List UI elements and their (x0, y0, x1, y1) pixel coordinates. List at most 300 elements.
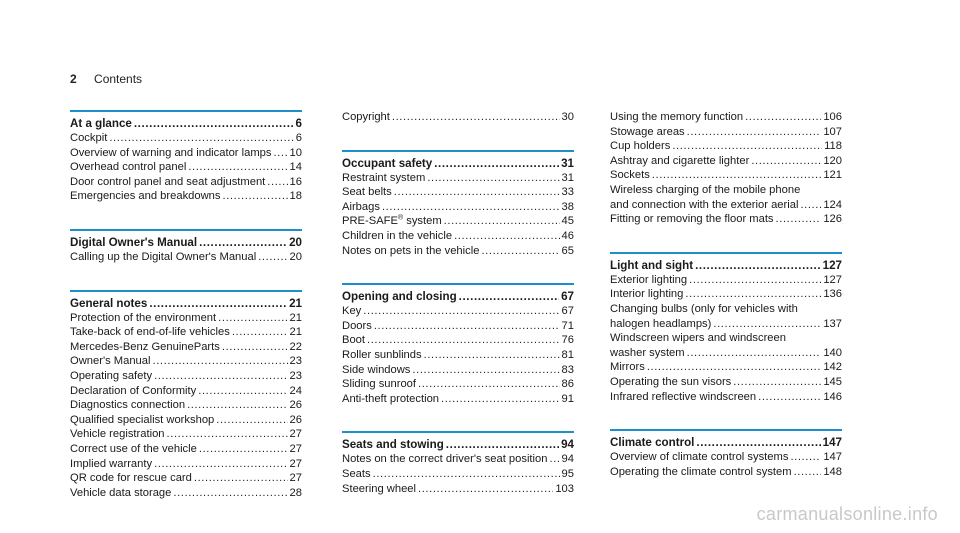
toc-entry[interactable] (342, 363, 574, 378)
entry-page-number: 27 (289, 442, 302, 455)
toc-entry[interactable] (342, 185, 574, 200)
toc-section (342, 150, 574, 259)
entry-page-number: 6 (295, 132, 302, 144)
entry-page-number: 83 (561, 363, 574, 376)
leader-dots (689, 273, 821, 288)
leader-dots (418, 377, 560, 392)
toc-section (70, 290, 302, 501)
entry-label-text: Stowage areas (610, 125, 685, 138)
leader-dots (152, 354, 287, 369)
toc-entry[interactable] (610, 125, 842, 140)
leader-dots (149, 296, 287, 311)
entry-label-text: Using the memory function (610, 111, 744, 123)
entry-label (70, 311, 216, 326)
toc-entry[interactable] (70, 413, 302, 428)
leader-dots (258, 250, 287, 265)
section-heading[interactable] (610, 435, 842, 450)
toc-entry[interactable] (610, 110, 842, 125)
leader-dots (363, 304, 559, 319)
entry-label-line1[interactable]: Changing bulbs (only for vehicles with (610, 302, 798, 315)
leader-dots (194, 471, 288, 486)
section-rule (70, 290, 302, 292)
leader-dots (481, 244, 559, 259)
entry-label (70, 442, 197, 457)
entry-page-number: 38 (561, 200, 574, 213)
section-rule (70, 229, 302, 231)
leader-dots (187, 398, 287, 413)
entry-label (610, 375, 731, 390)
toc-entry[interactable] (70, 131, 302, 146)
entry-label-text: Interior lighting (610, 288, 684, 301)
entry-label (70, 471, 192, 486)
entry-label-text: Owner's Manual (70, 355, 151, 368)
leader-dots (444, 214, 560, 229)
page-header (70, 72, 142, 86)
toc-entry[interactable] (610, 154, 842, 169)
toc-entry[interactable] (610, 212, 842, 227)
section-rule (70, 110, 302, 112)
entry-label (342, 214, 442, 229)
entry-label (70, 160, 186, 175)
entry-label (70, 457, 152, 472)
leader-dots (109, 131, 293, 146)
entry-label (342, 392, 439, 407)
entry-label-text: Operating the climate control system (610, 465, 792, 478)
entry-page-number: 22 (289, 340, 302, 353)
leader-dots (134, 116, 294, 131)
section-rule (610, 252, 842, 254)
section-title: Digital Owner's Manual (70, 235, 198, 249)
section-page-number: 31 (561, 156, 574, 170)
entry-page-number: 103 (555, 482, 574, 495)
page-title: Contents (94, 72, 143, 86)
toc-entry[interactable] (342, 392, 574, 407)
toc-column-1 (70, 110, 302, 525)
section-heading[interactable] (70, 296, 302, 311)
section-heading[interactable] (70, 235, 302, 250)
toc-entry[interactable] (70, 175, 302, 190)
toc-entry[interactable] (70, 369, 302, 384)
entry-page-number: 118 (824, 140, 842, 153)
entry-label (610, 287, 683, 302)
leader-dots (424, 348, 560, 363)
toc-entry[interactable] (342, 467, 574, 482)
entry-label-text: Sliding sunroof (342, 378, 417, 391)
entry-label-text: Sockets (610, 169, 650, 182)
toc-entry[interactable] (610, 390, 842, 405)
toc-entry[interactable] (70, 340, 302, 355)
leader-dots (374, 319, 560, 334)
entry-label (342, 110, 390, 125)
leader-dots (441, 392, 560, 407)
toc-entry[interactable] (70, 471, 302, 486)
entry-label (610, 360, 645, 375)
section-page-number: 127 (822, 258, 842, 272)
toc-entry[interactable] (70, 189, 302, 204)
entry-label (610, 450, 788, 465)
leader-dots (454, 229, 559, 244)
toc-entry[interactable] (610, 139, 842, 154)
entry-label (342, 200, 380, 215)
leader-dots (267, 175, 287, 190)
toc-entry[interactable] (610, 450, 842, 465)
section-heading[interactable] (70, 116, 302, 131)
entry-page-number: 26 (289, 413, 302, 426)
toc-section (610, 110, 842, 227)
entry-page-number: 124 (823, 198, 842, 211)
toc-entry[interactable] (342, 452, 574, 467)
entry-label-text: halogen headlamps) (610, 317, 712, 330)
entry-page-number: 106 (823, 111, 842, 123)
entry-label (610, 273, 687, 288)
toc-section (342, 431, 574, 496)
toc-entry[interactable] (610, 198, 842, 213)
toc-entry[interactable] (70, 325, 302, 340)
toc-entry[interactable] (610, 168, 842, 183)
entry-label (342, 452, 547, 467)
section-page-number: 147 (822, 436, 842, 450)
section-page-number: 21 (289, 296, 302, 310)
section-title: Seats and stowing (342, 438, 444, 452)
entry-label (342, 363, 410, 378)
entry-label (70, 486, 171, 501)
entry-page-number: 27 (289, 472, 302, 485)
toc-entry[interactable] (610, 375, 842, 390)
toc-entry[interactable] (342, 244, 574, 259)
entry-label (610, 110, 743, 125)
leader-dots (273, 146, 287, 161)
entry-label (610, 465, 792, 480)
entry-page-number: 18 (289, 190, 302, 203)
section-title: Light and sight (610, 258, 694, 272)
entry-label (70, 398, 185, 413)
toc-entry[interactable] (342, 200, 574, 215)
toc-column-3 (610, 110, 842, 504)
entry-label (70, 413, 214, 428)
section-heading[interactable] (610, 258, 842, 273)
toc-entry[interactable] (342, 319, 574, 334)
section-title: Opening and closing (342, 290, 457, 304)
toc-entry[interactable] (70, 354, 302, 369)
leader-dots (652, 168, 822, 183)
section-rule (342, 431, 574, 433)
section-title: Climate control (610, 436, 695, 450)
toc-section (342, 283, 574, 406)
toc-entry[interactable] (342, 482, 574, 497)
entry-label (342, 304, 361, 319)
entry-label (342, 467, 371, 482)
entry-label-text: Protection of the environment (70, 311, 217, 324)
entry-label-text: Declaration of Conformity (70, 384, 197, 397)
section-heading[interactable] (342, 289, 574, 304)
toc-entry[interactable] (70, 146, 302, 161)
section-page-number: 67 (561, 290, 574, 304)
toc-section (610, 429, 842, 479)
entry-label (70, 354, 150, 369)
entry-label-text: Operating safety (70, 369, 153, 382)
leader-dots (154, 369, 287, 384)
toc-entry[interactable] (342, 229, 574, 244)
section-page-number: 20 (289, 235, 302, 249)
entry-label-text: Correct use of the vehicle (70, 442, 197, 455)
toc-entry[interactable] (610, 465, 842, 480)
section-rule (610, 429, 842, 431)
leader-dots (685, 287, 821, 302)
entry-label (70, 146, 271, 161)
entry-page-number: 95 (561, 467, 574, 480)
entry-page-number: 16 (289, 175, 302, 188)
leader-dots (687, 125, 822, 140)
entry-label (342, 244, 479, 259)
entry-label (70, 175, 265, 190)
entry-page-number: 23 (289, 369, 302, 382)
entry-label-text: Boot (342, 334, 366, 347)
leader-dots (222, 340, 288, 355)
entry-page-number: 10 (289, 146, 302, 159)
toc-entry[interactable] (70, 457, 302, 472)
section-heading[interactable] (342, 156, 574, 171)
toc-section (70, 110, 302, 204)
entry-label (70, 340, 220, 355)
entry-label-text: Calling up the Digital Owner's Manual (70, 250, 257, 263)
entry-label-text: Notes on pets in the vehicle (342, 244, 480, 257)
leader-dots (154, 457, 287, 472)
entry-label-text: Overhead control panel (70, 161, 187, 174)
watermark: carmanualsonline.info (756, 504, 938, 524)
entry-label-text: Mirrors (610, 361, 645, 374)
toc-entry[interactable] (70, 160, 302, 175)
entry-page-number: 86 (561, 378, 574, 391)
entry-label-text: Restraint system (342, 171, 426, 184)
leader-dots (713, 317, 821, 332)
toc-entry[interactable] (610, 346, 842, 361)
entry-page-number: 30 (561, 111, 574, 123)
entry-label (342, 185, 392, 200)
entry-label (610, 390, 756, 405)
section-rule (342, 150, 574, 152)
leader-dots (373, 467, 560, 482)
entry-label (70, 250, 256, 265)
entry-label (610, 346, 685, 361)
entry-label-text: Qualified specialist workshop (70, 413, 215, 426)
toc-entry[interactable] (70, 427, 302, 442)
section-page-number: 94 (561, 438, 574, 452)
entry-page-number: 145 (823, 375, 842, 388)
entry-page-number: 136 (823, 288, 842, 301)
entry-label-text: Diagnostics connection (70, 399, 186, 412)
entry-label-suffix: system (403, 215, 442, 228)
toc-entry[interactable] (70, 398, 302, 413)
entry-label-text: and connection with the exterior aerial (610, 198, 799, 211)
entry-label-text: Roller sunblinds (342, 348, 422, 361)
leader-dots (758, 390, 821, 405)
leader-dots (687, 346, 822, 361)
entry-label (610, 198, 798, 213)
entry-page-number: 23 (289, 355, 302, 368)
section-rule (342, 283, 574, 285)
toc-entry[interactable] (70, 442, 302, 457)
leader-dots (459, 289, 559, 304)
entry-label (610, 125, 685, 140)
toc-entry[interactable] (610, 287, 842, 302)
toc-entry[interactable] (70, 311, 302, 326)
entry-label (610, 317, 711, 332)
leader-dots (198, 384, 287, 399)
entry-page-number: 81 (561, 348, 574, 361)
entry-page-number: 148 (823, 465, 842, 478)
leader-dots (427, 171, 559, 186)
entry-page-number: 71 (561, 319, 574, 332)
entry-page-number: 26 (289, 399, 302, 412)
entry-page-number: 91 (561, 392, 574, 405)
section-title: Occupant safety (342, 156, 433, 170)
section-heading[interactable] (342, 437, 574, 452)
entry-page-number: 24 (289, 384, 302, 397)
entry-label-text: Seat belts (342, 186, 392, 199)
entry-label (342, 333, 365, 348)
entry-label-text: Steering wheel (342, 482, 417, 495)
entry-label-text: Copyright (342, 111, 390, 123)
toc-entry[interactable] (342, 377, 574, 392)
toc-entry[interactable] (342, 171, 574, 186)
entry-page-number: 147 (823, 451, 842, 464)
section-page-number: 6 (295, 117, 302, 130)
entry-label-text: washer system (610, 346, 685, 359)
entry-label (342, 377, 416, 392)
toc-entry[interactable] (70, 250, 302, 265)
toc-entry[interactable] (342, 214, 574, 229)
entry-label-text: Take-back of end-of-life vehicles (70, 326, 230, 339)
entry-label (610, 139, 670, 154)
entry-page-number: 137 (823, 317, 842, 330)
leader-dots (216, 413, 287, 428)
leader-dots (392, 110, 560, 125)
leader-dots (745, 110, 821, 125)
entry-label-text: Mercedes-Benz GenuineParts (70, 340, 220, 353)
entry-page-number: 120 (823, 154, 842, 167)
entry-label-text: Exterior lighting (610, 273, 688, 286)
leader-dots (790, 450, 821, 465)
leader-dots (794, 465, 822, 480)
entry-label-text: Fitting or removing the floor mats (610, 213, 774, 226)
entry-page-number: 27 (289, 457, 302, 470)
page-number: 2 (70, 72, 77, 86)
leader-dots (695, 258, 821, 273)
entry-page-number: 127 (823, 273, 842, 286)
entry-page-number: 94 (561, 453, 574, 466)
entry-page-number: 65 (561, 244, 574, 257)
toc-entry[interactable] (70, 486, 302, 501)
entry-label-text: Overview of climate control systems (610, 451, 789, 464)
entry-page-number: 21 (289, 311, 302, 324)
leader-dots (672, 139, 822, 154)
toc-entry[interactable] (610, 360, 842, 375)
entry-page-number: 28 (289, 486, 302, 499)
leader-dots (418, 482, 553, 497)
leader-dots (446, 437, 559, 452)
entry-label-text: Cockpit (70, 132, 108, 144)
entry-label-text: Airbags (342, 200, 380, 213)
section-title: At a glance (70, 117, 132, 130)
entry-label-text: Anti-theft protection (342, 392, 440, 405)
leader-dots (232, 325, 288, 340)
entry-page-number: 31 (561, 171, 574, 184)
entry-page-number: 14 (289, 161, 302, 174)
entry-label (610, 154, 749, 169)
toc-entry[interactable] (610, 273, 842, 288)
entry-label-text: Operating the sun visors (610, 375, 732, 388)
entry-label-text: Children in the vehicle (342, 229, 453, 242)
leader-dots (412, 363, 559, 378)
section-title: General notes (70, 296, 148, 310)
entry-label-text: Key (342, 305, 362, 318)
entry-label (70, 131, 107, 146)
leader-dots (733, 375, 821, 390)
toc-column-2 (342, 110, 574, 521)
entry-label-text: Door control panel and seat adjustment (70, 175, 266, 188)
entry-page-number: 76 (561, 334, 574, 347)
leader-dots (434, 156, 559, 171)
entry-page-number: 20 (289, 250, 302, 263)
entry-page-number: 21 (289, 326, 302, 339)
toc-entry[interactable] (70, 384, 302, 399)
toc-section (610, 252, 842, 404)
entry-page-number: 146 (823, 390, 842, 403)
leader-dots (647, 360, 822, 375)
entry-label-text: Overview of warning and indicator lamps (70, 146, 272, 159)
entry-label (342, 348, 422, 363)
entry-label (610, 168, 650, 183)
entry-label-text: Infrared reflective windscreen (610, 390, 757, 403)
toc-entry[interactable] (342, 110, 574, 125)
toc-section (70, 229, 302, 265)
entry-page-number: 126 (823, 213, 842, 226)
entry-page-number: 107 (823, 125, 842, 138)
entry-label (70, 325, 230, 340)
entry-page-number: 45 (561, 215, 574, 228)
entry-label-text: Notes on the correct driver's seat position (342, 453, 548, 466)
entry-label-line1[interactable]: Windscreen wipers and windscreen (610, 332, 786, 345)
entry-label-text: Emergencies and breakdowns (70, 190, 221, 203)
entry-page-number: 33 (561, 186, 574, 199)
toc-entry[interactable] (610, 317, 842, 332)
leader-dots (696, 435, 820, 450)
toc-entry[interactable] (342, 348, 574, 363)
entry-label (610, 212, 774, 227)
entry-label (70, 369, 152, 384)
entry-label-text: Vehicle data storage (70, 486, 172, 499)
registered-mark: ® (397, 214, 404, 222)
entry-label (342, 171, 425, 186)
entry-label-text: Ashtray and cigarette lighter (610, 154, 750, 167)
entry-label (70, 427, 165, 442)
toc-entry[interactable] (342, 333, 574, 348)
entry-label (70, 189, 221, 204)
toc-section (342, 110, 574, 125)
entry-label (342, 319, 372, 334)
entry-label (342, 229, 452, 244)
leader-dots (199, 235, 287, 250)
entry-page-number: 121 (823, 169, 842, 182)
entry-label-line1[interactable]: Wireless charging of the mobile phone (610, 183, 801, 196)
entry-label-text: Side windows (342, 363, 411, 376)
leader-dots (382, 200, 560, 215)
toc-entry[interactable] (342, 304, 574, 319)
leader-dots (751, 154, 821, 169)
entry-label-text: Vehicle registration (70, 428, 165, 441)
entry-page-number: 140 (823, 346, 842, 359)
leader-dots (223, 189, 288, 204)
